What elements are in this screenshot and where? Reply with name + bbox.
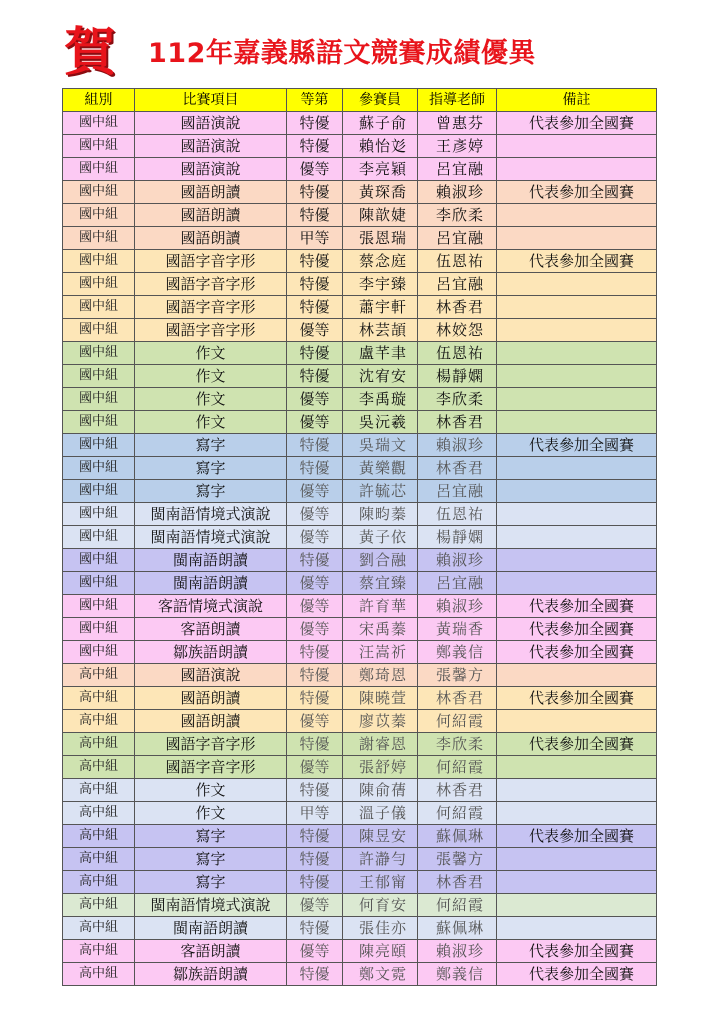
cell-group: 高中組 (63, 963, 135, 986)
table-row (63, 296, 657, 319)
cell-contestant: 黃樂觀 (343, 457, 418, 480)
table-row (63, 526, 657, 549)
cell-rank: 優等 (287, 756, 343, 779)
cell-event: 寫字 (135, 480, 287, 503)
cell-group: 國中組 (63, 503, 135, 526)
cell-rank: 特優 (287, 181, 343, 204)
cell-event: 客語朗讀 (135, 940, 287, 963)
cell-teacher: 伍恩祐 (418, 342, 497, 365)
cell-event: 客語朗讀 (135, 618, 287, 641)
cell-teacher: 林香君 (418, 457, 497, 480)
cell-teacher: 賴淑珍 (418, 595, 497, 618)
cell-note (497, 457, 657, 480)
cell-contestant: 吳瑞文 (343, 434, 418, 457)
cell-note (497, 273, 657, 296)
cell-note: 代表參加全國賽 (497, 250, 657, 273)
cell-rank: 特優 (287, 549, 343, 572)
cell-teacher: 呂宜融 (418, 273, 497, 296)
cell-rank: 特優 (287, 204, 343, 227)
column-header-contestant: 參賽員 (343, 89, 418, 112)
cell-contestant: 蔡念庭 (343, 250, 418, 273)
table-row (63, 733, 657, 756)
cell-contestant: 蘇子俞 (343, 112, 418, 135)
cell-note: 代表參加全國賽 (497, 181, 657, 204)
cell-teacher: 蘇佩琳 (418, 917, 497, 940)
cell-teacher: 何紹霞 (418, 802, 497, 825)
cell-rank: 特優 (287, 135, 343, 158)
cell-contestant: 許瀞勻 (343, 848, 418, 871)
table-row (63, 871, 657, 894)
cell-group: 高中組 (63, 733, 135, 756)
table-row (63, 618, 657, 641)
cell-note (497, 411, 657, 434)
cell-teacher: 何紹霞 (418, 710, 497, 733)
cell-contestant: 沈宥安 (343, 365, 418, 388)
cell-group: 高中組 (63, 710, 135, 733)
table-row (63, 158, 657, 181)
cell-teacher: 王彥婷 (418, 135, 497, 158)
cell-rank: 特優 (287, 273, 343, 296)
cell-group: 高中組 (63, 825, 135, 848)
cell-rank: 特優 (287, 365, 343, 388)
cell-rank: 特優 (287, 457, 343, 480)
cell-contestant: 李宇臻 (343, 273, 418, 296)
cell-contestant: 陳俞蒨 (343, 779, 418, 802)
cell-teacher: 鄭義信 (418, 641, 497, 664)
cell-contestant: 吳沅羲 (343, 411, 418, 434)
table-row (63, 917, 657, 940)
cell-note (497, 296, 657, 319)
cell-note (497, 480, 657, 503)
cell-rank: 特優 (287, 641, 343, 664)
cell-contestant: 王郁甯 (343, 871, 418, 894)
table-row (63, 664, 657, 687)
cell-group: 高中組 (63, 802, 135, 825)
cell-group: 國中組 (63, 227, 135, 250)
cell-group: 國中組 (63, 618, 135, 641)
cell-teacher: 林香君 (418, 687, 497, 710)
cell-teacher: 林香君 (418, 871, 497, 894)
table-row (63, 112, 657, 135)
column-header-note: 備註 (497, 89, 657, 112)
cell-rank: 優等 (287, 503, 343, 526)
cell-event: 國語演說 (135, 158, 287, 181)
cell-teacher: 賴淑珍 (418, 181, 497, 204)
cell-rank: 優等 (287, 319, 343, 342)
cell-contestant: 許毓芯 (343, 480, 418, 503)
cell-group: 國中組 (63, 319, 135, 342)
cell-event: 國語字音字形 (135, 733, 287, 756)
cell-contestant: 汪嵩祈 (343, 641, 418, 664)
cell-contestant: 賴怡彣 (343, 135, 418, 158)
cell-event: 國語演說 (135, 112, 287, 135)
cell-group: 高中組 (63, 917, 135, 940)
cell-group: 國中組 (63, 204, 135, 227)
results-table (62, 88, 657, 986)
cell-event: 國語演說 (135, 664, 287, 687)
cell-rank: 特優 (287, 963, 343, 986)
table-header-row (63, 89, 657, 112)
cell-event: 閩南語情境式演說 (135, 526, 287, 549)
cell-rank: 優等 (287, 158, 343, 181)
column-header-teacher: 指導老師 (418, 89, 497, 112)
cell-contestant: 李亮穎 (343, 158, 418, 181)
table-row (63, 250, 657, 273)
cell-note: 代表參加全國賽 (497, 434, 657, 457)
column-header-group: 組別 (63, 89, 135, 112)
cell-teacher: 李欣柔 (418, 733, 497, 756)
cell-contestant: 許育華 (343, 595, 418, 618)
cell-note (497, 204, 657, 227)
cell-contestant: 謝睿恩 (343, 733, 418, 756)
cell-rank: 甲等 (287, 802, 343, 825)
cell-rank: 優等 (287, 526, 343, 549)
cell-note (497, 342, 657, 365)
cell-group: 高中組 (63, 940, 135, 963)
cell-rank: 優等 (287, 388, 343, 411)
cell-note: 代表參加全國賽 (497, 825, 657, 848)
cell-group: 高中組 (63, 664, 135, 687)
cell-note (497, 802, 657, 825)
table-row (63, 434, 657, 457)
cell-teacher: 伍恩祐 (418, 503, 497, 526)
cell-event: 國語字音字形 (135, 273, 287, 296)
cell-event: 客語情境式演說 (135, 595, 287, 618)
table-row (63, 227, 657, 250)
cell-contestant: 鄭琦恩 (343, 664, 418, 687)
cell-rank: 特優 (287, 434, 343, 457)
cell-rank: 特優 (287, 825, 343, 848)
cell-teacher: 張馨方 (418, 664, 497, 687)
cell-note: 代表參加全國賽 (497, 618, 657, 641)
cell-group: 高中組 (63, 871, 135, 894)
cell-teacher: 林姣怨 (418, 319, 497, 342)
cell-contestant: 林芸頡 (343, 319, 418, 342)
cell-teacher: 林香君 (418, 779, 497, 802)
cell-event: 國語朗讀 (135, 204, 287, 227)
table-row (63, 273, 657, 296)
table-row (63, 825, 657, 848)
cell-note (497, 848, 657, 871)
cell-event: 國語朗讀 (135, 687, 287, 710)
cell-note (497, 388, 657, 411)
cell-contestant: 陳昱安 (343, 825, 418, 848)
cell-teacher: 李欣柔 (418, 388, 497, 411)
cell-group: 國中組 (63, 296, 135, 319)
cell-teacher: 林香君 (418, 411, 497, 434)
cell-note (497, 135, 657, 158)
cell-rank: 特優 (287, 917, 343, 940)
cell-event: 閩南語情境式演說 (135, 894, 287, 917)
cell-teacher: 曾惠芬 (418, 112, 497, 135)
table-row (63, 411, 657, 434)
cell-teacher: 楊靜嫻 (418, 526, 497, 549)
cell-event: 國語字音字形 (135, 319, 287, 342)
table-row (63, 388, 657, 411)
table-row (63, 457, 657, 480)
table-row (63, 756, 657, 779)
cell-teacher: 賴淑珍 (418, 940, 497, 963)
cell-rank: 特優 (287, 779, 343, 802)
cell-event: 作文 (135, 779, 287, 802)
cell-contestant: 陳畇蓁 (343, 503, 418, 526)
cell-teacher: 林香君 (418, 296, 497, 319)
cell-rank: 優等 (287, 894, 343, 917)
cell-teacher: 何紹霞 (418, 756, 497, 779)
cell-contestant: 張佳亦 (343, 917, 418, 940)
cell-note: 代表參加全國賽 (497, 687, 657, 710)
cell-contestant: 黃琛喬 (343, 181, 418, 204)
table-row (63, 779, 657, 802)
cell-teacher: 蘇佩琳 (418, 825, 497, 848)
cell-teacher: 鄭義信 (418, 963, 497, 986)
cell-note (497, 572, 657, 595)
cell-contestant: 陳歆婕 (343, 204, 418, 227)
cell-rank: 特優 (287, 871, 343, 894)
cell-event: 作文 (135, 411, 287, 434)
cell-event: 作文 (135, 365, 287, 388)
cell-event: 國語字音字形 (135, 296, 287, 319)
table-row (63, 135, 657, 158)
cell-teacher: 何紹霞 (418, 894, 497, 917)
cell-teacher: 黃瑞香 (418, 618, 497, 641)
cell-rank: 優等 (287, 572, 343, 595)
cell-group: 國中組 (63, 181, 135, 204)
cell-event: 閩南語朗讀 (135, 572, 287, 595)
cell-contestant: 溫子儀 (343, 802, 418, 825)
table-row (63, 503, 657, 526)
cell-note (497, 871, 657, 894)
cell-note: 代表參加全國賽 (497, 940, 657, 963)
table-row (63, 365, 657, 388)
column-header-rank: 等第 (287, 89, 343, 112)
cell-group: 國中組 (63, 411, 135, 434)
table-row (63, 848, 657, 871)
cell-teacher: 楊靜嫻 (418, 365, 497, 388)
table-row (63, 802, 657, 825)
cell-group: 國中組 (63, 388, 135, 411)
cell-group: 國中組 (63, 641, 135, 664)
cell-group: 國中組 (63, 480, 135, 503)
cell-group: 高中組 (63, 779, 135, 802)
cell-rank: 優等 (287, 411, 343, 434)
cell-teacher: 賴淑珍 (418, 434, 497, 457)
cell-note (497, 319, 657, 342)
cell-event: 寫字 (135, 848, 287, 871)
cell-rank: 特優 (287, 296, 343, 319)
cell-note: 代表參加全國賽 (497, 963, 657, 986)
cell-group: 國中組 (63, 434, 135, 457)
column-header-event: 比賽項目 (135, 89, 287, 112)
table-row (63, 204, 657, 227)
cell-rank: 優等 (287, 940, 343, 963)
table-row (63, 940, 657, 963)
cell-event: 寫字 (135, 434, 287, 457)
cell-note (497, 756, 657, 779)
cell-event: 國語字音字形 (135, 250, 287, 273)
cell-group: 國中組 (63, 365, 135, 388)
cell-event: 寫字 (135, 871, 287, 894)
cell-teacher: 李欣柔 (418, 204, 497, 227)
cell-contestant: 張舒婷 (343, 756, 418, 779)
cell-teacher: 張馨方 (418, 848, 497, 871)
cell-contestant: 蔡宜臻 (343, 572, 418, 595)
cell-event: 閩南語朗讀 (135, 917, 287, 940)
cell-group: 高中組 (63, 687, 135, 710)
cell-group: 國中組 (63, 342, 135, 365)
cell-event: 閩南語朗讀 (135, 549, 287, 572)
cell-group: 國中組 (63, 526, 135, 549)
cell-contestant: 盧芊聿 (343, 342, 418, 365)
cell-rank: 特優 (287, 687, 343, 710)
table-row (63, 894, 657, 917)
cell-note (497, 917, 657, 940)
cell-group: 高中組 (63, 848, 135, 871)
cell-event: 國語朗讀 (135, 181, 287, 204)
congratulations-mark: 賀 (64, 22, 117, 83)
table-row (63, 963, 657, 986)
table-row (63, 342, 657, 365)
cell-group: 高中組 (63, 894, 135, 917)
cell-rank: 優等 (287, 595, 343, 618)
cell-note (497, 365, 657, 388)
cell-group: 國中組 (63, 250, 135, 273)
cell-rank: 特優 (287, 112, 343, 135)
cell-event: 寫字 (135, 457, 287, 480)
cell-event: 國語朗讀 (135, 710, 287, 733)
cell-teacher: 賴淑珍 (418, 549, 497, 572)
cell-note: 代表參加全國賽 (497, 112, 657, 135)
cell-group: 高中組 (63, 756, 135, 779)
cell-group: 國中組 (63, 112, 135, 135)
table-row (63, 572, 657, 595)
cell-note (497, 158, 657, 181)
table-row (63, 181, 657, 204)
cell-group: 國中組 (63, 572, 135, 595)
cell-note (497, 664, 657, 687)
cell-event: 作文 (135, 342, 287, 365)
cell-teacher: 呂宜融 (418, 480, 497, 503)
cell-event: 國語朗讀 (135, 227, 287, 250)
table-row (63, 480, 657, 503)
cell-contestant: 蕭宇軒 (343, 296, 418, 319)
cell-rank: 優等 (287, 480, 343, 503)
cell-group: 國中組 (63, 273, 135, 296)
cell-rank: 特優 (287, 664, 343, 687)
cell-rank: 特優 (287, 250, 343, 273)
cell-teacher: 伍恩祐 (418, 250, 497, 273)
cell-event: 寫字 (135, 825, 287, 848)
page-header (62, 22, 662, 84)
cell-contestant: 鄭文霓 (343, 963, 418, 986)
cell-event: 鄒族語朗讀 (135, 963, 287, 986)
cell-note (497, 526, 657, 549)
table-row (63, 710, 657, 733)
cell-note (497, 549, 657, 572)
cell-note (497, 503, 657, 526)
cell-event: 國語演說 (135, 135, 287, 158)
cell-teacher: 呂宜融 (418, 158, 497, 181)
cell-note (497, 710, 657, 733)
cell-contestant: 何育安 (343, 894, 418, 917)
cell-contestant: 劉合融 (343, 549, 418, 572)
cell-rank: 優等 (287, 710, 343, 733)
cell-note (497, 894, 657, 917)
cell-contestant: 張恩瑞 (343, 227, 418, 250)
cell-event: 作文 (135, 388, 287, 411)
table-row (63, 595, 657, 618)
cell-group: 國中組 (63, 457, 135, 480)
cell-note (497, 779, 657, 802)
cell-event: 鄒族語朗讀 (135, 641, 287, 664)
cell-group: 國中組 (63, 595, 135, 618)
cell-contestant: 李禹璇 (343, 388, 418, 411)
cell-note: 代表參加全國賽 (497, 595, 657, 618)
table-body (63, 112, 657, 986)
cell-event: 國語字音字形 (135, 756, 287, 779)
cell-rank: 特優 (287, 733, 343, 756)
cell-contestant: 廖苡蓁 (343, 710, 418, 733)
table-row (63, 687, 657, 710)
cell-note: 代表參加全國賽 (497, 641, 657, 664)
cell-teacher: 呂宜融 (418, 227, 497, 250)
cell-contestant: 黃子依 (343, 526, 418, 549)
cell-group: 國中組 (63, 158, 135, 181)
cell-group: 國中組 (63, 549, 135, 572)
cell-teacher: 呂宜融 (418, 572, 497, 595)
cell-event: 閩南語情境式演說 (135, 503, 287, 526)
cell-contestant: 宋禹蓁 (343, 618, 418, 641)
cell-group: 國中組 (63, 135, 135, 158)
cell-event: 作文 (135, 802, 287, 825)
table-row (63, 549, 657, 572)
cell-contestant: 陳亮頤 (343, 940, 418, 963)
cell-rank: 優等 (287, 618, 343, 641)
page-title: 112年嘉義縣語文競賽成績優異 (148, 38, 536, 69)
cell-rank: 特優 (287, 848, 343, 871)
table-row (63, 319, 657, 342)
cell-rank: 特優 (287, 342, 343, 365)
cell-note: 代表參加全國賽 (497, 733, 657, 756)
table-row (63, 641, 657, 664)
cell-note (497, 227, 657, 250)
cell-rank: 甲等 (287, 227, 343, 250)
cell-contestant: 陳曉萱 (343, 687, 418, 710)
